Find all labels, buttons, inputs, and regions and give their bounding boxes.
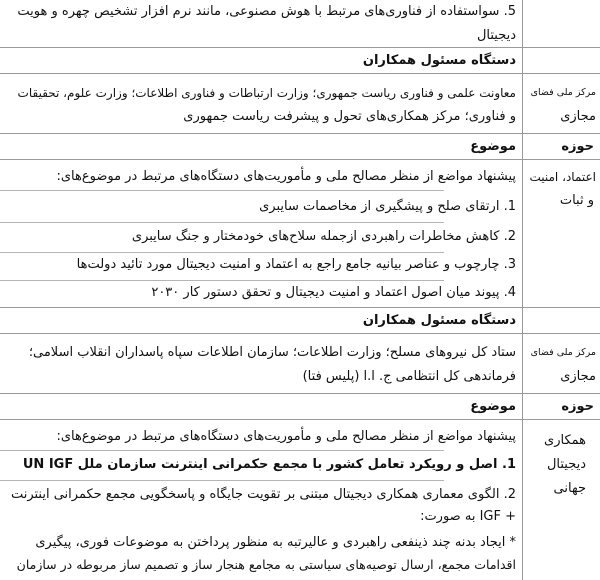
partners-cell (0, 334, 522, 393)
table-row (0, 394, 600, 420)
partners-text-line2: فرماندهی کل انتظامی ج. ا.ا (پلیس فتا) (302, 369, 516, 384)
table-row (0, 134, 600, 160)
topic-label-cell (0, 134, 522, 159)
domain-name: همکاری (544, 433, 586, 448)
divider (0, 480, 444, 481)
domain-label: حوزه (561, 399, 594, 414)
topic-label: موضوع (470, 399, 516, 414)
list-item: 3. چارچوب و عناصر بیانیه جامع راجع به اعتماد و امنیت دیجیتال مورد تائید دولت‌ها (76, 257, 516, 272)
agency-label-line2: مجازی (560, 109, 596, 124)
divider (0, 450, 444, 451)
agency-header: دستگاه مسئول همکاران (362, 53, 516, 68)
topics-intro: پیشنهاد مواضع از منظر مصالح ملی و مأموریت‌های دستگاه‌های مرتبط در موضوع‌های: (56, 429, 516, 444)
content-cell (0, 0, 522, 47)
list-item: 2. الگوی معماری همکاری دیجیتال مبتنی بر تقویت جایگاه و پاسخگویی مجمع حکمرانی اینترنت (10, 487, 516, 502)
list-item-continuation: دیجیتال (476, 28, 516, 43)
agency-label: مرکز ملی فضای (530, 347, 596, 358)
domain-label-cell (522, 134, 600, 159)
divider (0, 252, 444, 253)
domain-name: اعتماد، امنیت (529, 170, 596, 184)
list-item: 5. سواستفاده از فناوری‌های مرتبط با هوش مصنوعی، مانند نرم افزار تشخیص چهره و هویت (17, 4, 516, 19)
topics-intro: پیشنهاد مواضع از منظر مصالح ملی و مأموریت‌های دستگاه‌های مرتبط در موضوع‌های: (56, 169, 516, 184)
sub-item-continuation: اقدامات مجمع، ارسال توصیه‌های سیاستی به مجامع هنجار ساز و تصمیم ساز مربوطه در سازمان (16, 557, 516, 572)
partners-text: ستاد کل نیروهای مسلح؛ وزارت اطلاعات؛ سازمان اطلاعات سپاه پاسداران انقلاب اسلامی؛ (28, 345, 516, 360)
header-cell (0, 308, 522, 333)
agency-cell (522, 334, 600, 393)
domain-label-cell (522, 394, 600, 419)
domain-label: حوزه (561, 139, 594, 154)
domain-name-line3: جهانی (553, 481, 586, 496)
divider (0, 190, 444, 191)
agency-cell (522, 74, 600, 133)
header-cell (0, 48, 522, 73)
empty-cell (522, 0, 600, 47)
domain-cell (522, 160, 600, 307)
table-row (0, 334, 600, 394)
domain-name-line2: دیجیتال (546, 457, 586, 472)
topic-label-cell (0, 394, 522, 419)
agency-header: دستگاه مسئول همکاران (362, 313, 516, 328)
list-item: 2. کاهش مخاطرات راهبردی ازجمله سلاح‌های خودمختار و جنگ سایبری (131, 229, 516, 244)
partners-text-line2: و فناوری؛ مرکز همکاری‌های تحول و پیشرفت ریاست جمهوری (183, 109, 516, 124)
list-item-continuation: + IGF به صورت: (420, 509, 516, 524)
table-row (0, 160, 600, 308)
table-row (0, 0, 600, 48)
table-row (0, 420, 600, 580)
list-item: 1. ارتقای صلح و پیشگیری از مخاصمات سایبری (259, 199, 516, 214)
partners-cell (0, 74, 522, 133)
empty-cell (522, 308, 600, 333)
topics-cell (0, 160, 522, 307)
list-item: 4. پیوند میان اصول اعتماد و امنیت دیجیتال و تحقق دستور کار ۲۰۳۰ (151, 285, 516, 300)
topics-cell (0, 420, 522, 580)
topic-label: موضوع (470, 139, 516, 154)
table-row (0, 74, 600, 134)
list-item: 1. اصل و رویکرد تعامل کشور با مجمع حکمرانی اینترنت سازمان ملل UN IGF (22, 457, 516, 472)
partners-text: معاونت علمی و فناوری ریاست جمهوری؛ وزارت ارتباطات و فناوری اطلاعات؛ وزارت علوم، تحقیقات (17, 86, 516, 100)
domain-name-line2: و ثبات (559, 193, 594, 208)
divider (0, 222, 444, 223)
empty-cell (522, 48, 600, 73)
agency-label: مرکز ملی فضای (530, 87, 596, 98)
table-row (0, 308, 600, 334)
domain-cell (522, 420, 600, 580)
divider (0, 280, 444, 281)
table-row (0, 48, 600, 74)
agency-label-line2: مجازی (560, 369, 596, 384)
sub-item: * ایجاد بدنه چند ذینفعی راهبردی و عالیرتبه به منظور پرداختن به موضوعات فوری، پیگیری (35, 535, 516, 550)
